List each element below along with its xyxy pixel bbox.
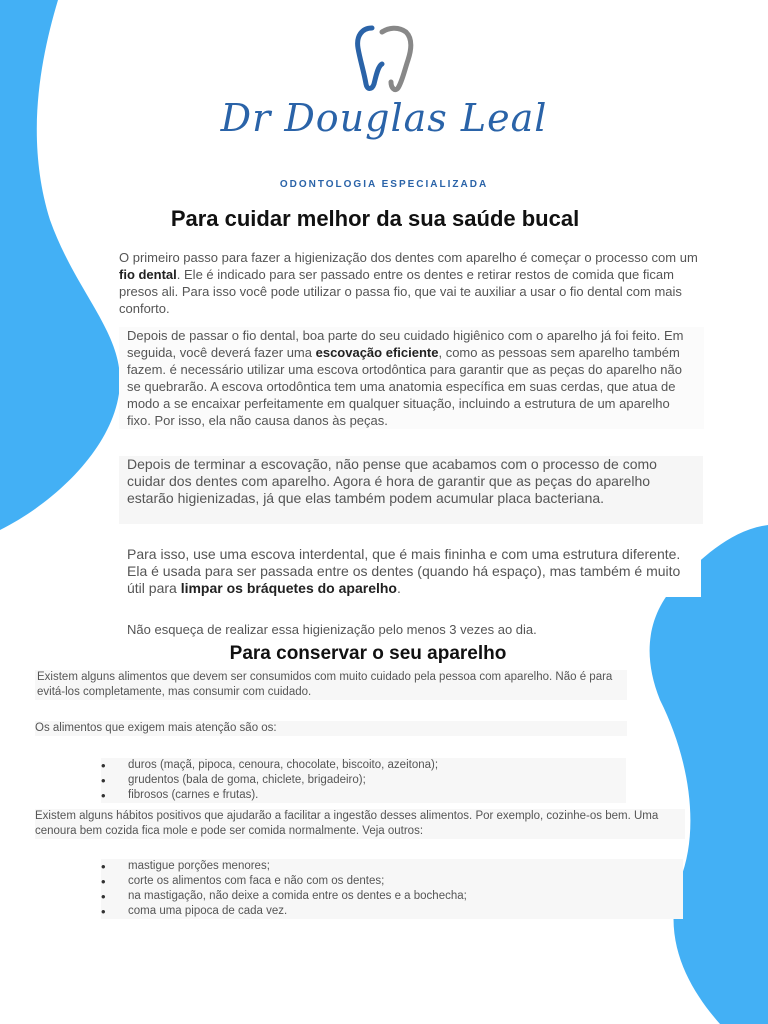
- left-wave-shape: [0, 0, 120, 530]
- brand-tagline: ODONTOLOGIA ESPECIALIZADA: [279, 179, 489, 190]
- tooth-icon: [352, 22, 416, 94]
- foods-list: [101, 758, 626, 803]
- paragraph-foods-intro: Existem alguns alimentos que devem ser consumidos com muito cuidado pela pessoa com aparelho. Não é para evitá-los completamente, mas consumir com cuidado.: [35, 670, 627, 700]
- right-wave-shape: [650, 525, 768, 1024]
- section-title-care: Para cuidar melhor da sua saúde bucal: [170, 206, 580, 231]
- list-item: • corte os alimentos com faca e não com os dentes;: [101, 874, 683, 889]
- paragraph-brushing: Depois de passar o fio dental, boa parte do seu cuidado higiênico com o aparelho já foi feito. Em seguida, você deverá fazer uma escovação eficiente, como as pessoas sem aparelho também fazem. é necessário utilizar uma escova ortodôntica para garantir que as peças do aparelho não se quebrarão. A escova ortodôntica tem uma anatomia específica em suas cerdas, que atua de modo a se encaixar perfeitamente em qualquer situação, incluindo a estrutura de um aparelho fixo. Por isso, ela não causa danos às peças.: [119, 327, 704, 429]
- section-title-conserve: Para conservar o seu aparelho: [229, 643, 507, 664]
- list-item: • fibrosos (carnes e frutas).: [101, 788, 626, 803]
- paragraph-interdental: Para isso, use uma escova interdental, que é mais fininha e com uma estrutura diferente. Ela é usada para ser passada entre os dentes (quando há espaço), mas também é muito útil para limpar os bráquetes do aparelho.: [119, 546, 701, 597]
- paragraph-after-brushing: Depois de terminar a escovação, não pense que acabamos com o processo de como cuidar dos dentes com aparelho. Agora é hora de garantir que as peças do aparelho estarão higienizadas, já que elas também podem acumular placa bacteriana.: [119, 456, 703, 524]
- list-item: • na mastigação, não deixe a comida entre os dentes e a bochecha;: [101, 889, 683, 904]
- list-item: • duros (maçã, pipoca, cenoura, chocolate, biscoito, azeitona);: [101, 758, 626, 773]
- list-item: • coma uma pipoca de cada vez.: [101, 904, 683, 919]
- habits-list: [101, 859, 683, 919]
- paragraph-frequency: Não esqueça de realizar essa higienização pelo menos 3 vezes ao dia.: [127, 622, 537, 637]
- brand-name: Dr Douglas Leal: [220, 96, 548, 140]
- list-item: • mastigue porções menores;: [101, 859, 683, 874]
- list-item: • grudentos (bala de goma, chiclete, brigadeiro);: [101, 773, 626, 788]
- foods-heading: Os alimentos que exigem mais atenção são os:: [35, 721, 627, 736]
- paragraph-floss: O primeiro passo para fazer a higienização dos dentes com aparelho é começar o processo com um fio dental. Ele é indicado para ser passado entre os dentes e retirar restos de comida que ficam presos ali. Para isso você pode utilizar o passa fio, que vai te auxiliar a usar o fio dental com mais conforto.: [119, 249, 704, 317]
- paragraph-habits-intro: Existem alguns hábitos positivos que ajudarão a facilitar a ingestão desses alimentos. Por exemplo, cozinhe-os bem. Uma cenoura bem cozida fica mole e pode ser comida normalmente. Veja outros:: [35, 809, 685, 839]
